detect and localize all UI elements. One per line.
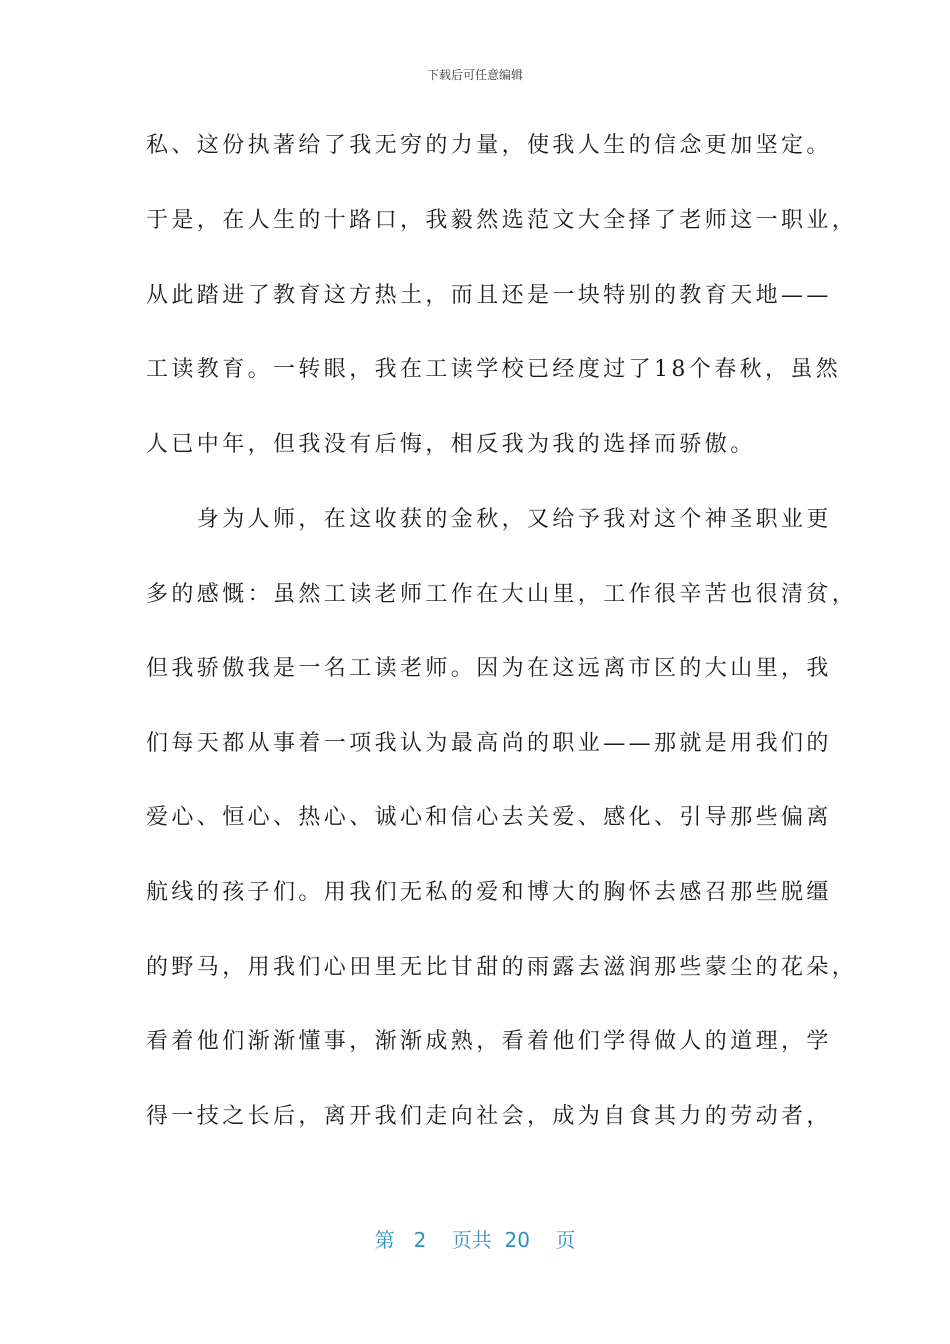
footer-label-di: 第 bbox=[374, 1228, 395, 1252]
text-line: 从此踏进了教育这方热土，而且还是一块特别的教育天地—— bbox=[146, 283, 832, 308]
text-line: 身为人师，在这收获的金秋，又给予我对这个神圣职业更 bbox=[146, 507, 832, 532]
text-line: 人已中年，但我没有后悔，相反我为我的选择而骄傲。 bbox=[146, 432, 756, 457]
text-line: 得一技之长后，离开我们走向社会，成为自食其力的劳动者， bbox=[146, 1104, 832, 1129]
text-line: 看着他们渐渐懂事，渐渐成熟，看着他们学得做人的道理，学 bbox=[146, 1029, 832, 1054]
text-line: 于是，在人生的十路口，我毅然选范文大全择了老师这一职业， bbox=[146, 208, 858, 233]
footer-label-ye: 页 bbox=[555, 1228, 576, 1252]
text-line: 们每天都从事着一项我认为最高尚的职业——那就是用我们的 bbox=[146, 731, 832, 756]
footer-label-ye-gong: 页共 bbox=[451, 1228, 492, 1252]
current-page-number: 2 bbox=[413, 1228, 427, 1252]
text-line: 多的感慨：虽然工读老师工作在大山里，工作很辛苦也很清贫， bbox=[146, 582, 858, 607]
page-header-note: 下载后可任意编辑 bbox=[426, 68, 523, 82]
text-line: 爱心、恒心、热心、诚心和信心去关爱、感化、引导那些偏离 bbox=[146, 805, 832, 830]
text-line: 但我骄傲我是一名工读老师。因为在这远离市区的大山里，我 bbox=[146, 656, 832, 681]
total-pages-number: 20 bbox=[504, 1228, 530, 1252]
text-line: 航线的孩子们。用我们无私的爱和博大的胸怀去感召那些脱缰 bbox=[146, 880, 832, 905]
page-footer bbox=[0, 1224, 950, 1253]
text-line: 私、这份执著给了我无穷的力量，使我人生的信念更加坚定。 bbox=[146, 133, 832, 158]
text-line: 的野马，用我们心田里无比甘甜的雨露去滋润那些蒙尘的花朵， bbox=[146, 955, 858, 980]
text-line: 工读教育。一转眼，我在工读学校已经度过了18个春秋，虽然 bbox=[146, 357, 842, 382]
